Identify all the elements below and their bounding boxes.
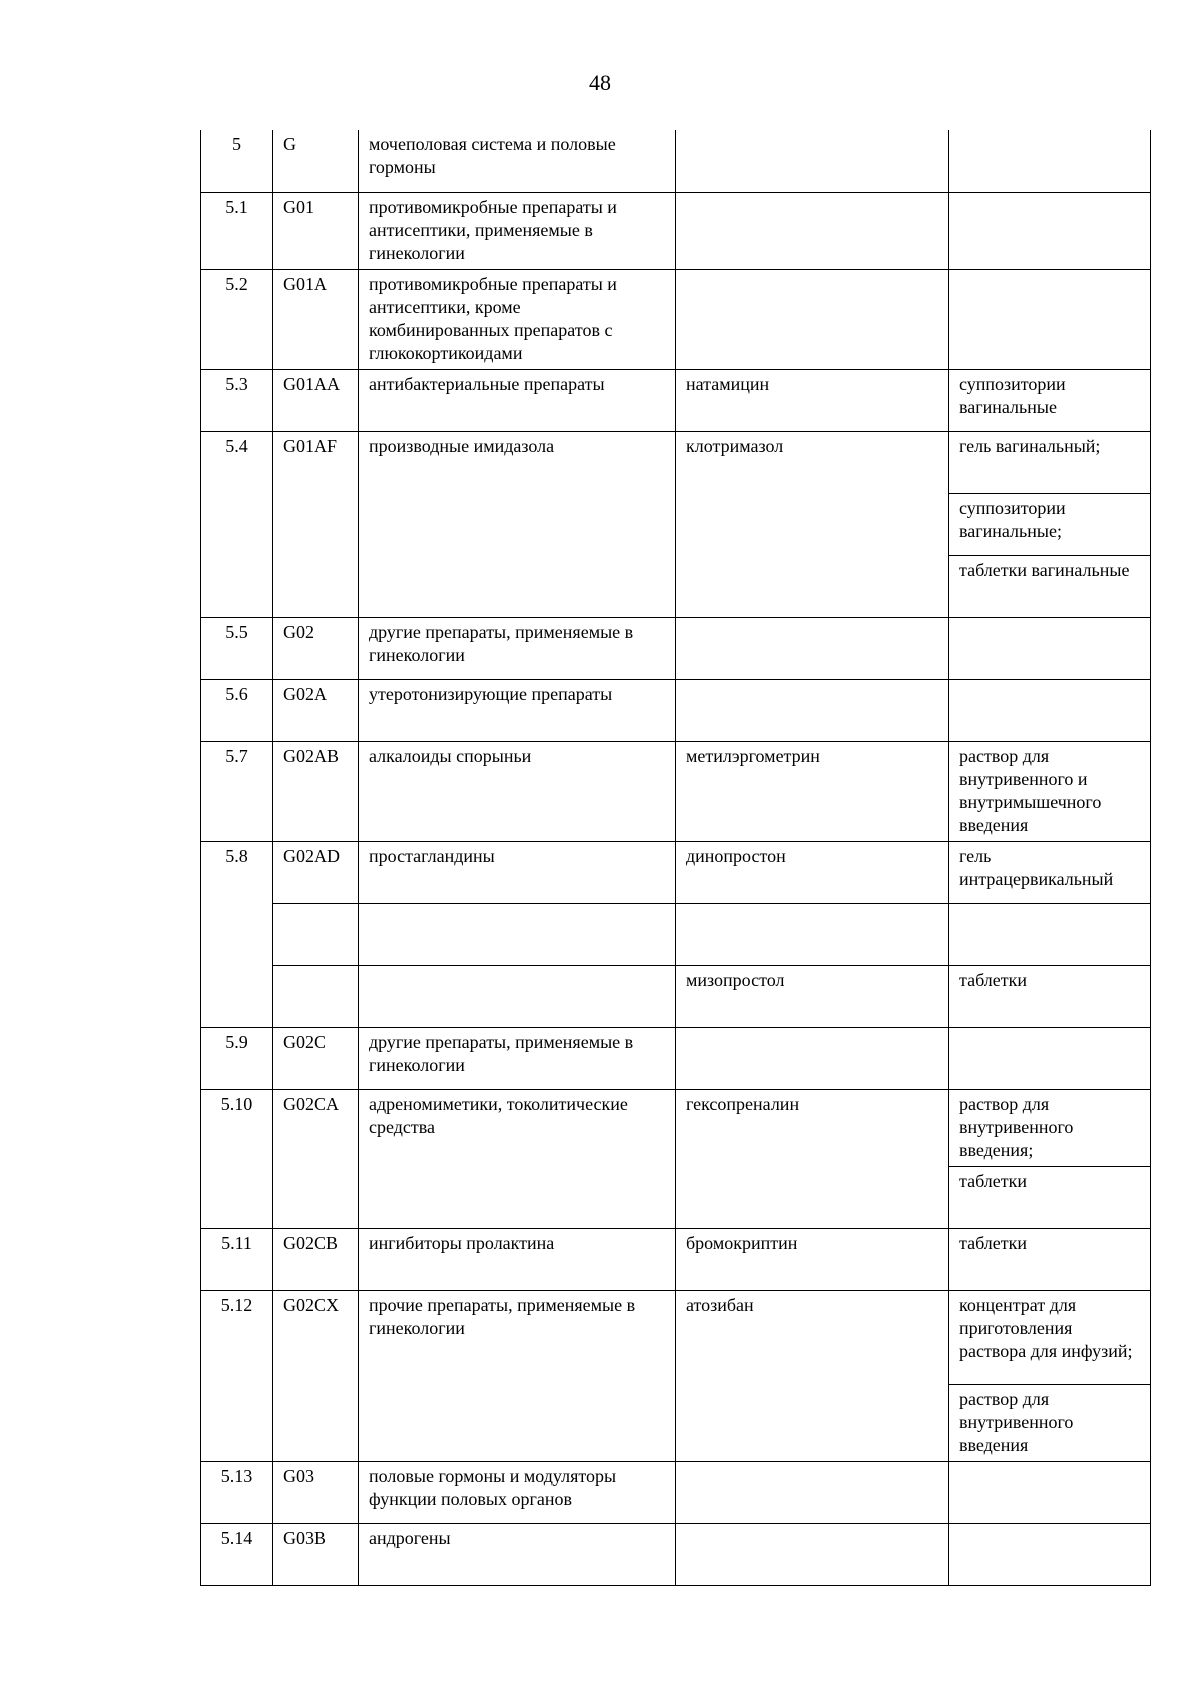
drug-name: натамицин: [676, 369, 949, 431]
atc-code: [273, 903, 359, 965]
drug-name: [676, 1523, 949, 1585]
atc-code: G03: [273, 1461, 359, 1523]
row-number: 5.3: [201, 369, 273, 431]
atc-code: G03B: [273, 1523, 359, 1585]
dosage-form: суппозитории вагинальные: [949, 369, 1151, 431]
atc-code: G02A: [273, 679, 359, 741]
group-name: половые гормоны и модуляторы функции половых органов: [359, 1461, 676, 1523]
group-name: производные имидазола: [359, 431, 676, 617]
drug-name: бромокриптин: [676, 1228, 949, 1290]
table-row: [201, 741, 1151, 841]
row-number: 5.7: [201, 741, 273, 841]
dosage-form: таблетки: [949, 1166, 1151, 1228]
row-number: 5.12: [201, 1290, 273, 1461]
atc-code: G02C: [273, 1027, 359, 1089]
row-number: 5.6: [201, 679, 273, 741]
group-name: антибактериальные препараты: [359, 369, 676, 431]
dosage-form: [949, 130, 1151, 192]
table-row: [201, 965, 1151, 1027]
atc-code: G01AF: [273, 431, 359, 617]
drug-name: атозибан: [676, 1290, 949, 1461]
table-row: [201, 1523, 1151, 1585]
dosage-form: гель вагинальный;: [949, 431, 1151, 493]
table-row: [201, 1027, 1151, 1089]
drug-name: [676, 903, 949, 965]
atc-code: [273, 965, 359, 1027]
drug-name: [676, 1461, 949, 1523]
dosage-form: гель интрацервикальный: [949, 841, 1151, 903]
dosage-form: [949, 192, 1151, 269]
table-row: [201, 1228, 1151, 1290]
table-row: [201, 269, 1151, 369]
row-number: 5.8: [201, 841, 273, 1027]
atc-code: G02CX: [273, 1290, 359, 1461]
group-name: алкалоиды спорыньи: [359, 741, 676, 841]
dosage-form: [949, 617, 1151, 679]
drug-name: [676, 1027, 949, 1089]
drug-name: гексопреналин: [676, 1089, 949, 1228]
table-row: [201, 679, 1151, 741]
atc-code: G01A: [273, 269, 359, 369]
row-number: 5.14: [201, 1523, 273, 1585]
page-number: 48: [589, 70, 611, 95]
group-name: другие препараты, применяемые в гинекологии: [359, 1027, 676, 1089]
atc-code: G01: [273, 192, 359, 269]
table-row: [201, 431, 1151, 493]
dosage-form: [949, 1523, 1151, 1585]
row-number: 5.9: [201, 1027, 273, 1089]
table-row: [201, 841, 1151, 903]
group-name: противомикробные препараты и антисептики, применяемые в гинекологии: [359, 192, 676, 269]
row-number: 5.2: [201, 269, 273, 369]
group-name: ингибиторы пролактина: [359, 1228, 676, 1290]
drug-name: метилэргометрин: [676, 741, 949, 841]
group-name: [359, 965, 676, 1027]
row-number: 5.11: [201, 1228, 273, 1290]
atc-code: G02CA: [273, 1089, 359, 1228]
dosage-form: концентрат для приготовления раствора для инфузий;: [949, 1290, 1151, 1384]
group-name: адреномиметики, токолитические средства: [359, 1089, 676, 1228]
atc-code: G02AB: [273, 741, 359, 841]
dosage-form: таблетки вагинальные: [949, 555, 1151, 617]
table-row: [201, 1290, 1151, 1384]
dosage-form: раствор для внутривенного введения;: [949, 1089, 1151, 1166]
table-row: [201, 617, 1151, 679]
table-row: [201, 903, 1151, 965]
dosage-form: [949, 1027, 1151, 1089]
group-name: утеротонизирующие препараты: [359, 679, 676, 741]
group-name: противомикробные препараты и антисептики, кроме комбинированных препаратов с глюкокортикоидами: [359, 269, 676, 369]
dosage-form: [949, 1461, 1151, 1523]
drug-name: клотримазол: [676, 431, 949, 617]
drug-name: динопростон: [676, 841, 949, 903]
table-row: [201, 1461, 1151, 1523]
table-row: [201, 1089, 1151, 1166]
table-row: [201, 192, 1151, 269]
dosage-form: таблетки: [949, 965, 1151, 1027]
row-number: 5.5: [201, 617, 273, 679]
row-number: 5.4: [201, 431, 273, 617]
atc-code: G02: [273, 617, 359, 679]
drug-name: [676, 679, 949, 741]
dosage-form: [949, 269, 1151, 369]
dosage-form: раствор для внутривенного введения: [949, 1384, 1151, 1461]
group-name: андрогены: [359, 1523, 676, 1585]
drug-name: мизопростол: [676, 965, 949, 1027]
row-number: 5.1: [201, 192, 273, 269]
dosage-form: [949, 679, 1151, 741]
table-row: [201, 369, 1151, 431]
group-name: [359, 903, 676, 965]
drug-name: [676, 617, 949, 679]
table-row: [201, 130, 1151, 192]
dosage-form: [949, 903, 1151, 965]
atc-code: G02AD: [273, 841, 359, 903]
group-name: прочие препараты, применяемые в гинекологии: [359, 1290, 676, 1461]
row-number: 5.13: [201, 1461, 273, 1523]
drug-table: [200, 130, 1151, 1586]
row-number: 5.10: [201, 1089, 273, 1228]
drug-name: [676, 130, 949, 192]
group-name: простагландины: [359, 841, 676, 903]
atc-code: G: [273, 130, 359, 192]
dosage-form: суппозитории вагинальные;: [949, 493, 1151, 555]
drug-name: [676, 269, 949, 369]
group-name: другие препараты, применяемые в гинекологии: [359, 617, 676, 679]
dosage-form: таблетки: [949, 1228, 1151, 1290]
atc-code: G01AA: [273, 369, 359, 431]
drug-name: [676, 192, 949, 269]
row-number: 5: [201, 130, 273, 192]
atc-code: G02CB: [273, 1228, 359, 1290]
group-name: мочеполовая система и половые гормоны: [359, 130, 676, 192]
dosage-form: раствор для внутривенного и внутримышечного введения: [949, 741, 1151, 841]
